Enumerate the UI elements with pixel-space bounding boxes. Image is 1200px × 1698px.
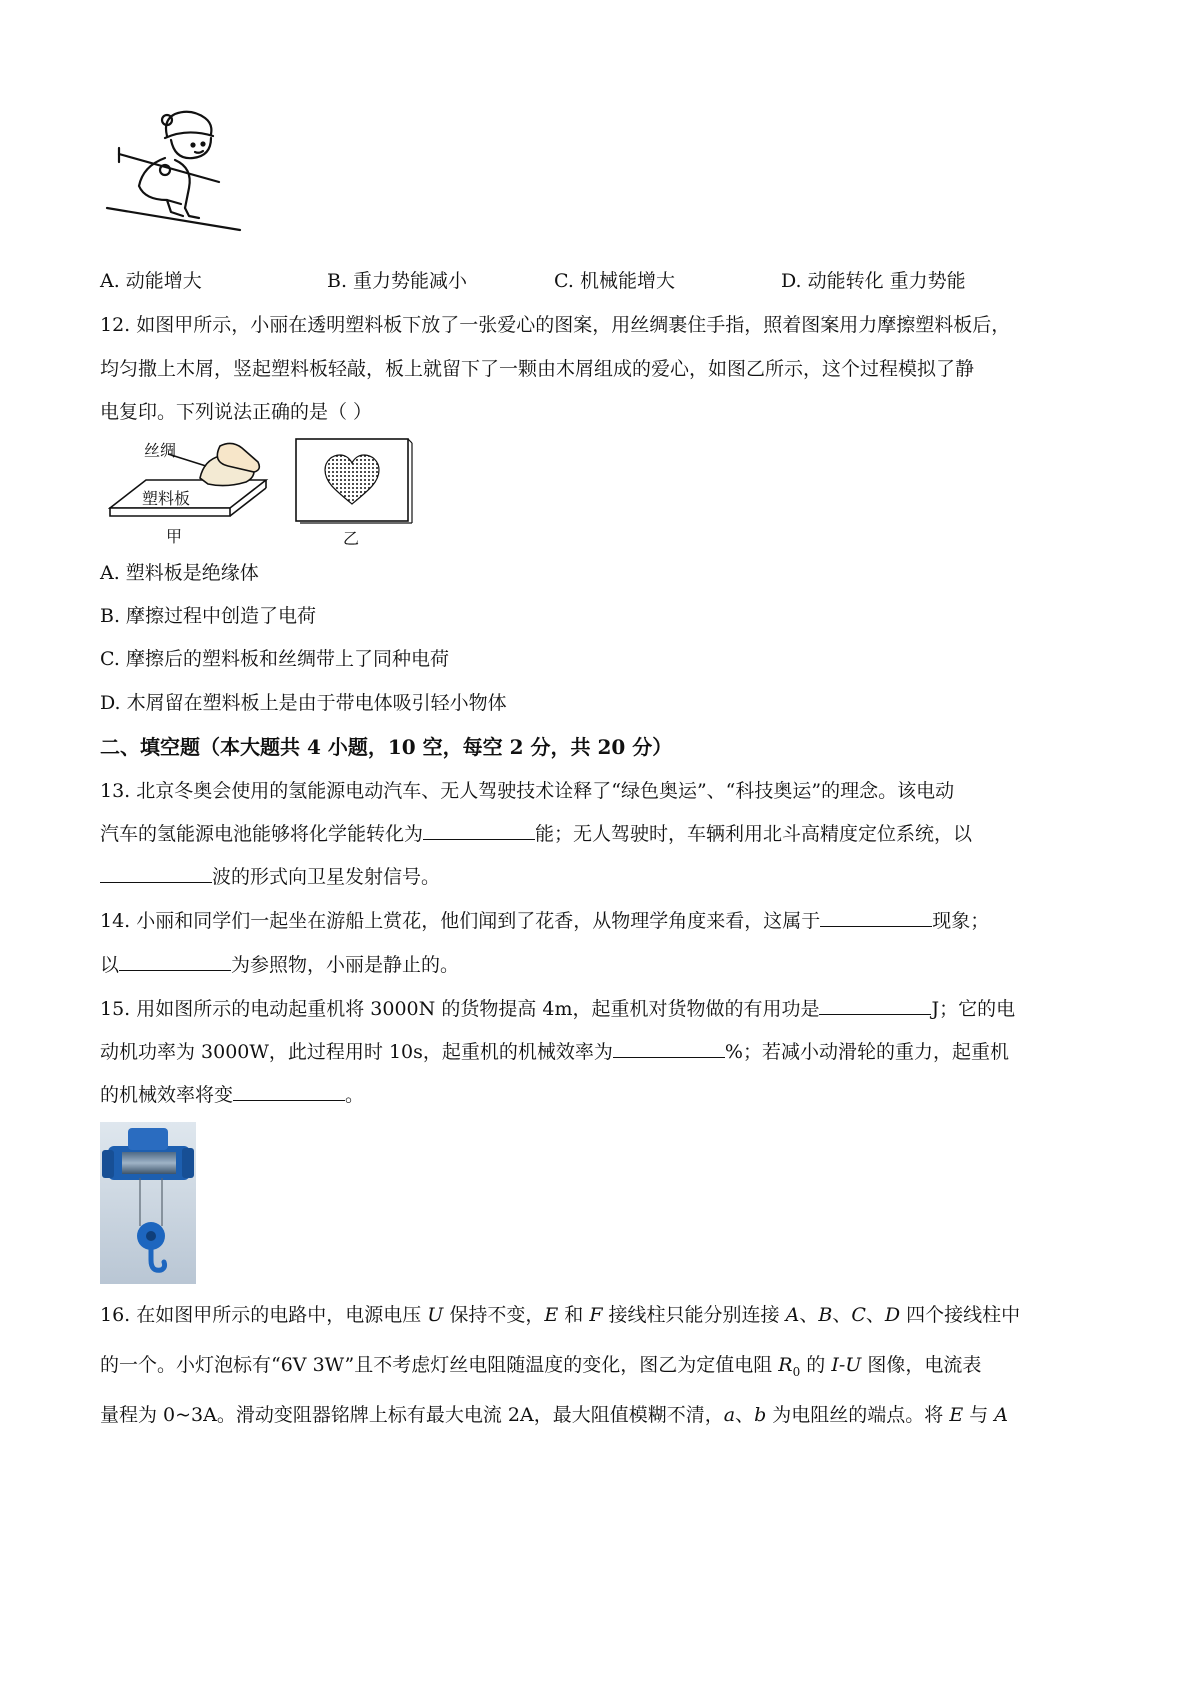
q13-line1: 13. 北京冬奥会使用的氢能源电动汽车、无人驾驶技术诠释了“绿色奥运”、“科技奥运”的理念。该电动 [100,780,955,802]
q14-line2: 以 为参照物，小丽是静止的。 [100,954,460,976]
q13-line3: 波的形式向卫星发射信号。 [100,864,440,890]
figure-yi [295,438,415,550]
q15-blank-1[interactable] [819,996,931,1015]
caption-yi: 乙 [343,529,360,548]
q11-option-a: A. 动能增大 [100,270,202,292]
q15-line1: 15. 用如图所示的电动起重机将 3000N 的货物提高 4m，起重机对货物做的有用功是 J；它的电 [100,998,1016,1020]
heart-board-diagram [295,438,413,524]
label-silk: 丝绸 [144,441,177,460]
q11-option-c: C. 机械能增大 [554,270,675,292]
q11-option-b: B. 重力势能减小 [327,270,468,292]
section-2-heading: 二、填空题（本大题共 4 小题，10 空，每空 2 分，共 20 分） [100,735,673,759]
q12-option-a: A. 塑料板是绝缘体 [100,562,259,584]
q14-blank-1[interactable] [820,908,932,927]
q15-blank-2[interactable] [613,1039,725,1058]
q15-blank-3[interactable] [233,1082,345,1101]
q16-line3: 量程为 0~3A。滑动变阻器铭牌上标有最大电流 2A，最大阻值模糊不清，a、b 为电阻丝的端点。将 E 与 A [100,1404,1009,1426]
q11-option-d: D. 动能转化 重力势能 [781,270,966,292]
caption-jia: 甲 [166,527,183,546]
q12-option-d: D. 木屑留在塑料板上是由于带电体吸引轻小物体 [100,692,507,714]
q13-blank-2[interactable] [100,864,212,883]
q16-line1: 16. 在如图甲所示的电路中，电源电压 U 保持不变，E 和 F 接线柱只能分别连接 A、B、C、D 四个接线柱中 [100,1304,1021,1326]
label-plastic-plate: 塑料板 [142,489,191,508]
q14-line1: 14. 小丽和同学们一起坐在游船上赏花，他们闻到了花香，从物理学角度来看，这属于 现象； [100,910,990,932]
q12-stem-line3: 电复印。下列说法正确的是（ ） [100,401,373,423]
q13-line2: 汽车的氢能源电池能够将化学能转化为 能；无人驾驶时，车辆利用北斗高精度定位系统，以 [100,823,973,845]
skier-figure [105,108,245,238]
q12-option-c: C. 摩擦后的塑料板和丝绸带上了同种电荷 [100,648,449,670]
q12-stem-line2: 均匀撒上木屑，竖起塑料板轻敲，板上就留下了一颗由木屑组成的爱心，如图乙所示，这个过程模拟了静 [100,358,975,380]
q16-line2: 的一个。小灯泡标有“6V 3W”且不考虑灯丝电阻随温度的变化，图乙为定值电阻 $R_0$ 的 I-U 图像，电流表 [100,1354,982,1379]
q12-stem-line1: 12. 如图甲所示，小丽在透明塑料板下放了一张爱心的图案，用丝绸裹住手指，照着图案用力摩擦塑料板后， [100,314,1011,336]
q12-option-b: B. 摩擦过程中创造了电荷 [100,605,317,627]
q14-blank-2[interactable] [119,952,231,971]
figure-jia [108,436,270,548]
electric-crane-image [100,1122,196,1284]
q13-blank-1[interactable] [423,821,535,840]
q15-line2: 动机功率为 3000W，此过程用时 10s，起重机的机械效率为 %；若减小动滑轮的重力，起重机 [100,1041,1009,1063]
q15-line3: 的机械效率将变 。 [100,1084,365,1106]
